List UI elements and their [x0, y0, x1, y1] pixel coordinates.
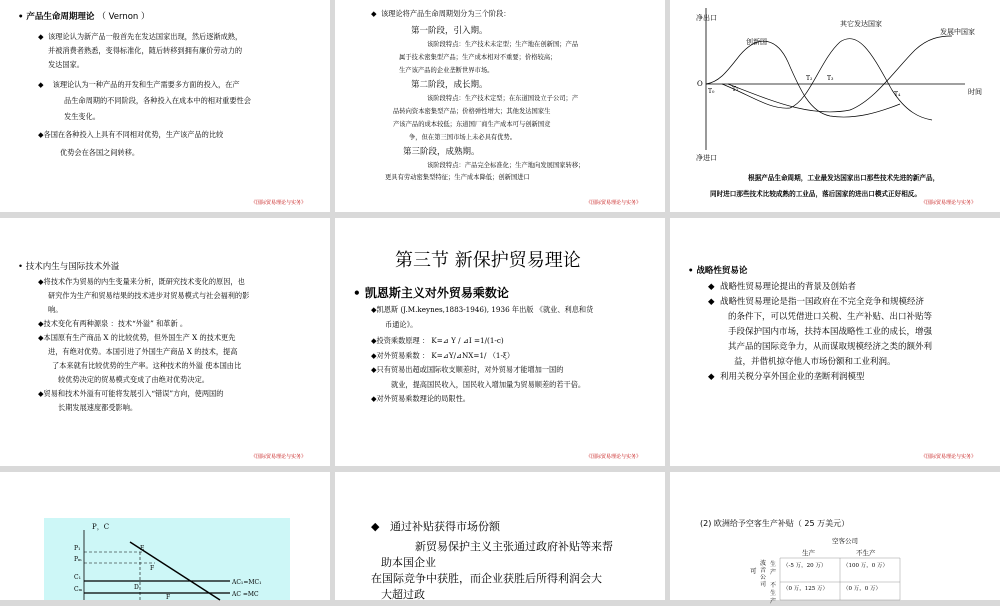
- slide5-line: 就业，提高国民收入，国民收入增加量为贸易顺差的若干倍。: [391, 380, 586, 389]
- row-company-prefix: 可: [750, 567, 757, 575]
- slide5-line: [371, 350, 514, 362]
- slide8-line-5: 大超过政: [381, 588, 425, 601]
- slide4-line: [38, 388, 223, 400]
- payoff-table: [670, 472, 1000, 600]
- diamond-bullet-icon: ◆: [371, 365, 377, 374]
- slide2-stage2-line: 争，但在第三国市场上未必具有优势。: [409, 134, 517, 141]
- slide5-line: [371, 393, 470, 405]
- slide5-subtitle-row: [353, 284, 509, 301]
- slide8-line-1: [371, 518, 500, 534]
- slide-strategic-trade[interactable]: [670, 218, 1000, 466]
- slide1-line-7: [38, 129, 223, 141]
- p1-label: P₁: [74, 545, 81, 552]
- slide5-text: 对外贸易乘数理论的局限性。: [376, 394, 470, 403]
- slide2-stage2: 第二阶段，成长期。: [411, 80, 488, 90]
- diamond-bullet-icon: ◆: [708, 372, 720, 382]
- slide4-text: 贸易和技术外溢有可能将发展引入“错误”方向，使两国的: [43, 389, 224, 398]
- f-label: F: [150, 565, 155, 572]
- company-header: 空客公司: [832, 537, 858, 545]
- slide9-title: (2) 欧洲给予空客生产补贴（ 25 万美元）: [700, 519, 850, 528]
- bullet-icon: •: [18, 262, 26, 272]
- cell-not-produce: （0 万，125 万）: [783, 586, 828, 592]
- cell-produce-produce: （-5 万，20 万）: [783, 563, 827, 569]
- slide-subsidy[interactable]: [335, 472, 665, 600]
- slide4-title: 技术内生与国际技术外溢: [25, 262, 120, 272]
- diamond-bullet-icon: ◆: [371, 351, 377, 360]
- slide2-stage3-line: 更具有劳动密集型特征；生产成本降低；创新国进口: [385, 174, 530, 181]
- slide4-line: 了本来就有比较优势的生产率。这种技术的外溢 使本国由比: [52, 361, 242, 370]
- diamond-bullet-icon: ◆: [371, 9, 382, 18]
- slide5-line: [371, 304, 593, 316]
- slide-lifecycle-chart[interactable]: [670, 0, 1000, 212]
- slide4-title-row: [18, 260, 119, 274]
- developing-label: 发展中国家: [940, 28, 975, 36]
- diamond-bullet-icon: ◆: [38, 130, 44, 139]
- slide5-text: 投资乘数原理 ： K=⊿ Y / ⊿I =1/(1-c): [376, 336, 504, 345]
- slide5-title: 第三节 新保护贸易理论: [395, 250, 581, 271]
- slide2-stage2-line: 品转向资本密集型产品；价格弹性增大；其他发达国家生: [393, 108, 551, 115]
- slide1-title-en: （ Vernon ）: [97, 12, 150, 22]
- slide4-line: [38, 332, 235, 344]
- slide4-text: 本国原有生产商品 X 的比较优势，但外国生产 X 的技术更先: [43, 333, 236, 342]
- slide5-subtitle: 凯恩斯主义对外贸易乘数论: [364, 286, 509, 300]
- axis-label: P，C: [92, 523, 110, 531]
- diamond-bullet-icon: ◆: [371, 394, 377, 403]
- slide-payoff-matrix[interactable]: [670, 472, 1000, 605]
- row-produce: 生产: [770, 561, 777, 576]
- slide1-line-1: [38, 31, 242, 43]
- d-label: D: [134, 584, 139, 591]
- x-axis-label: 时间: [968, 88, 982, 96]
- slide5-text: 只有贸易出超或国际收支顺差时，对外贸易才能增加一国的: [376, 365, 564, 374]
- slide-footer: 《国际贸易理论与实务》: [920, 200, 976, 206]
- slide5-line: [371, 364, 563, 376]
- diamond-bullet-icon: ◆: [708, 282, 720, 292]
- slide-footer: 《国际贸易理论与实务》: [585, 454, 641, 460]
- slide5-text: 凯恩斯 (J.M.keynes,1883-1946), 1936 年出版 《就业、利息和货: [376, 305, 594, 314]
- slide-footer: 《国际贸易理论与实务》: [250, 200, 306, 206]
- diamond-bullet-icon: ◆: [371, 336, 377, 345]
- slide6-line: 手段保护国内市场，扶持本国战略性工业的成长，增强: [728, 327, 933, 337]
- slide-footer: 《国际贸易理论与实务》: [920, 454, 976, 460]
- slide3-caption-2: 同时进口那些技术比较成熟的工业品，落后国家的进出口模式正好相反。: [710, 190, 921, 198]
- t1-label: T₁: [732, 86, 739, 93]
- slide6-text: 利用关税分享外国企业的垄断利润模型: [719, 372, 865, 382]
- t4-label: T₄: [894, 91, 901, 98]
- slide1-text: 各国在各种投入上具有不同相对优势，生产该产品的比较: [43, 130, 224, 139]
- slide2-stage1-line: 生产该产品的企业垄断世界市场。: [399, 67, 494, 74]
- bullet-icon: •: [688, 266, 697, 276]
- row-not-produce: 不生产: [770, 582, 777, 605]
- slide6-title-row: [688, 264, 747, 278]
- slide4-text: 技术变化有两种源泉 ：技术“外溢” 和革新 。: [43, 319, 188, 328]
- slide2-stage3-line: 该阶段特点：产品完全标准化；生产地向发展国家转移；: [427, 162, 585, 169]
- slide5-text: 对外贸易乘数 ： K=⊿Y/⊿NX=1/ （1-ξ）: [376, 351, 515, 360]
- slide1-line-4: [38, 79, 240, 91]
- e-label: E: [140, 545, 145, 552]
- slide6-line: 其产品的国际竞争力，从而谋取规模经济之类的额外利: [728, 342, 933, 352]
- slide2-intro: 该理论将产品生命周期划分为三个阶段：: [381, 9, 511, 18]
- c1-label: C₁: [74, 574, 81, 581]
- slide5-line: 币通论》。: [385, 320, 418, 329]
- ac1-label: AC₁=MC₁: [232, 579, 262, 586]
- slide2-intro-row: [371, 8, 511, 20]
- slide1-line-3: 发达国家。: [48, 60, 84, 69]
- y-bottom-label: 净进口: [696, 154, 717, 162]
- slide-footer: 《国际贸易理论与实务》: [585, 200, 641, 206]
- slide3-caption-1: 根据产品生命周期，工业最发达国家出口那些技术先进的新产品，: [748, 174, 940, 182]
- slide-cost-diagram[interactable]: [0, 472, 330, 600]
- origin-label: O: [697, 80, 703, 88]
- slide4-line: 响。: [48, 305, 63, 314]
- slide-product-life-cycle[interactable]: [0, 0, 330, 212]
- innovator-label: 创新国: [746, 38, 767, 46]
- bullet-icon: •: [18, 12, 24, 22]
- developing-curve: [728, 36, 952, 112]
- slide4-line: [38, 276, 245, 288]
- slide6-line: [708, 370, 864, 384]
- diamond-bullet-icon: ◆: [38, 80, 53, 89]
- slide6-title: 战略性贸易论: [696, 266, 748, 276]
- row-company: 波音公司: [760, 560, 767, 588]
- slide2-stage3: 第三阶段，成熟期。: [403, 147, 480, 157]
- slide2-stage1-line: 该阶段特点：生产技术未定型；生产地在创新国；产品: [427, 41, 579, 48]
- slide8-line-2: 新贸易保护主义主张通过政府补贴等来帮: [415, 540, 613, 553]
- cm-label: Cₘ: [74, 586, 83, 593]
- diamond-bullet-icon: ◆: [38, 319, 44, 328]
- slide1-text: 该理论认为一种产品的开发和生产需要多方面的投入，在产: [52, 80, 240, 89]
- slide1-line-6: 发生变化。: [64, 112, 100, 121]
- slide1-title: 产品生命周期理论: [26, 12, 95, 22]
- acm-label: AC =MC: [232, 591, 259, 598]
- slide-new-protectionism[interactable]: [335, 218, 665, 466]
- slide4-line: 长期发展速度都受影响。: [58, 403, 138, 412]
- slide-tech-spillover[interactable]: [0, 218, 330, 466]
- innovator-curve: [706, 41, 900, 117]
- bullet-icon: •: [353, 286, 365, 300]
- cell-produce-not: （100 万，0 万）: [843, 563, 888, 569]
- t3-label: T₃: [827, 75, 834, 82]
- slide4-line: 较优势决定的贸易模式变成了由绝对优势决定。: [58, 375, 209, 384]
- slide1-line-5: 品生命周期的不同阶段，各种投入在成本中的相对重要性会: [64, 96, 251, 105]
- t0-label: T₀: [708, 88, 715, 95]
- slide-footer: 《国际贸易理论与实务》: [250, 454, 306, 460]
- slide4-line: 进，有绝对优势。本国引进了外国生产商品 X 的技术，提高: [48, 347, 238, 356]
- slide-three-stages[interactable]: [335, 0, 665, 212]
- slide6-text: 战略性贸易理论是指一国政府在不完全竞争和规模经济: [719, 297, 924, 307]
- col-produce: 生产: [802, 549, 815, 557]
- slide1-line-2: 并被消费者熟悉，变得标准化，随后转移到拥有廉价劳动力的: [48, 46, 243, 55]
- slide4-line: 研究作为生产和贸易结果的技术进步对贸易模式与社会福利的影: [48, 291, 250, 300]
- f2-label: F: [166, 594, 171, 601]
- slide1-text: 该理论认为新产品一般首先在发达国家出现，然后逐渐成熟，: [48, 32, 243, 41]
- slide2-stage2-line: 该阶段特点：生产技术定型；在东道国设立子公司；产: [427, 95, 579, 102]
- diamond-bullet-icon: ◆: [38, 277, 44, 286]
- slide2-stage1-line: 属于技术密集型产品；生产成本相对不重要；价格较高；: [399, 54, 557, 61]
- slide6-line: [708, 295, 924, 309]
- other-developed-label: 其它发达国家: [840, 20, 882, 28]
- slide1-title-row: [18, 10, 150, 24]
- cell-not-not: （0 万，0 万）: [843, 586, 881, 592]
- diamond-bullet-icon: ◆: [38, 32, 49, 41]
- diamond-bullet-icon: ◆: [371, 305, 377, 314]
- slide8-line-3: 助本国企业: [381, 556, 436, 569]
- slide8-line-4: 在国际竞争中获胜，而企业获胜后所得利润会大: [371, 572, 602, 585]
- diamond-bullet-icon: ◆: [38, 333, 44, 342]
- slide4-line: [38, 318, 187, 330]
- slide2-stage2-line: 产该产品的成本较低；东道国厂商生产成本可与创新国竞: [393, 121, 551, 128]
- slide6-line: 的条件下，可以凭借进口关税、生产补贴、出口补贴等: [728, 312, 933, 322]
- diamond-bullet-icon: ◆: [371, 520, 390, 533]
- diamond-bullet-icon: ◆: [708, 297, 720, 307]
- slide6-text: 战略性贸易理论提出的背景及创始者: [719, 282, 856, 292]
- slide1-line-8: 优势会在各国之间转移。: [60, 148, 140, 157]
- y-top-label: 净出口: [696, 14, 717, 22]
- slide8-text: 通过补贴获得市场份额: [389, 520, 500, 533]
- pm-label: Pₘ: [74, 556, 82, 563]
- slide5-line: [371, 335, 504, 347]
- t2-label: T₂: [806, 75, 813, 82]
- slide2-stage1: 第一阶段，引入期。: [411, 26, 488, 36]
- slide6-line: 益，并借机掠夺他人市场份额和工业利润。: [734, 357, 896, 367]
- slide4-text: 将技术作为贸易的内生变量来分析，既研究技术变化的原因，也: [43, 277, 245, 286]
- slide6-line: [708, 280, 856, 294]
- diamond-bullet-icon: ◆: [38, 389, 44, 398]
- cost-chart: [0, 472, 330, 600]
- col-not-produce: 不生产: [856, 549, 876, 557]
